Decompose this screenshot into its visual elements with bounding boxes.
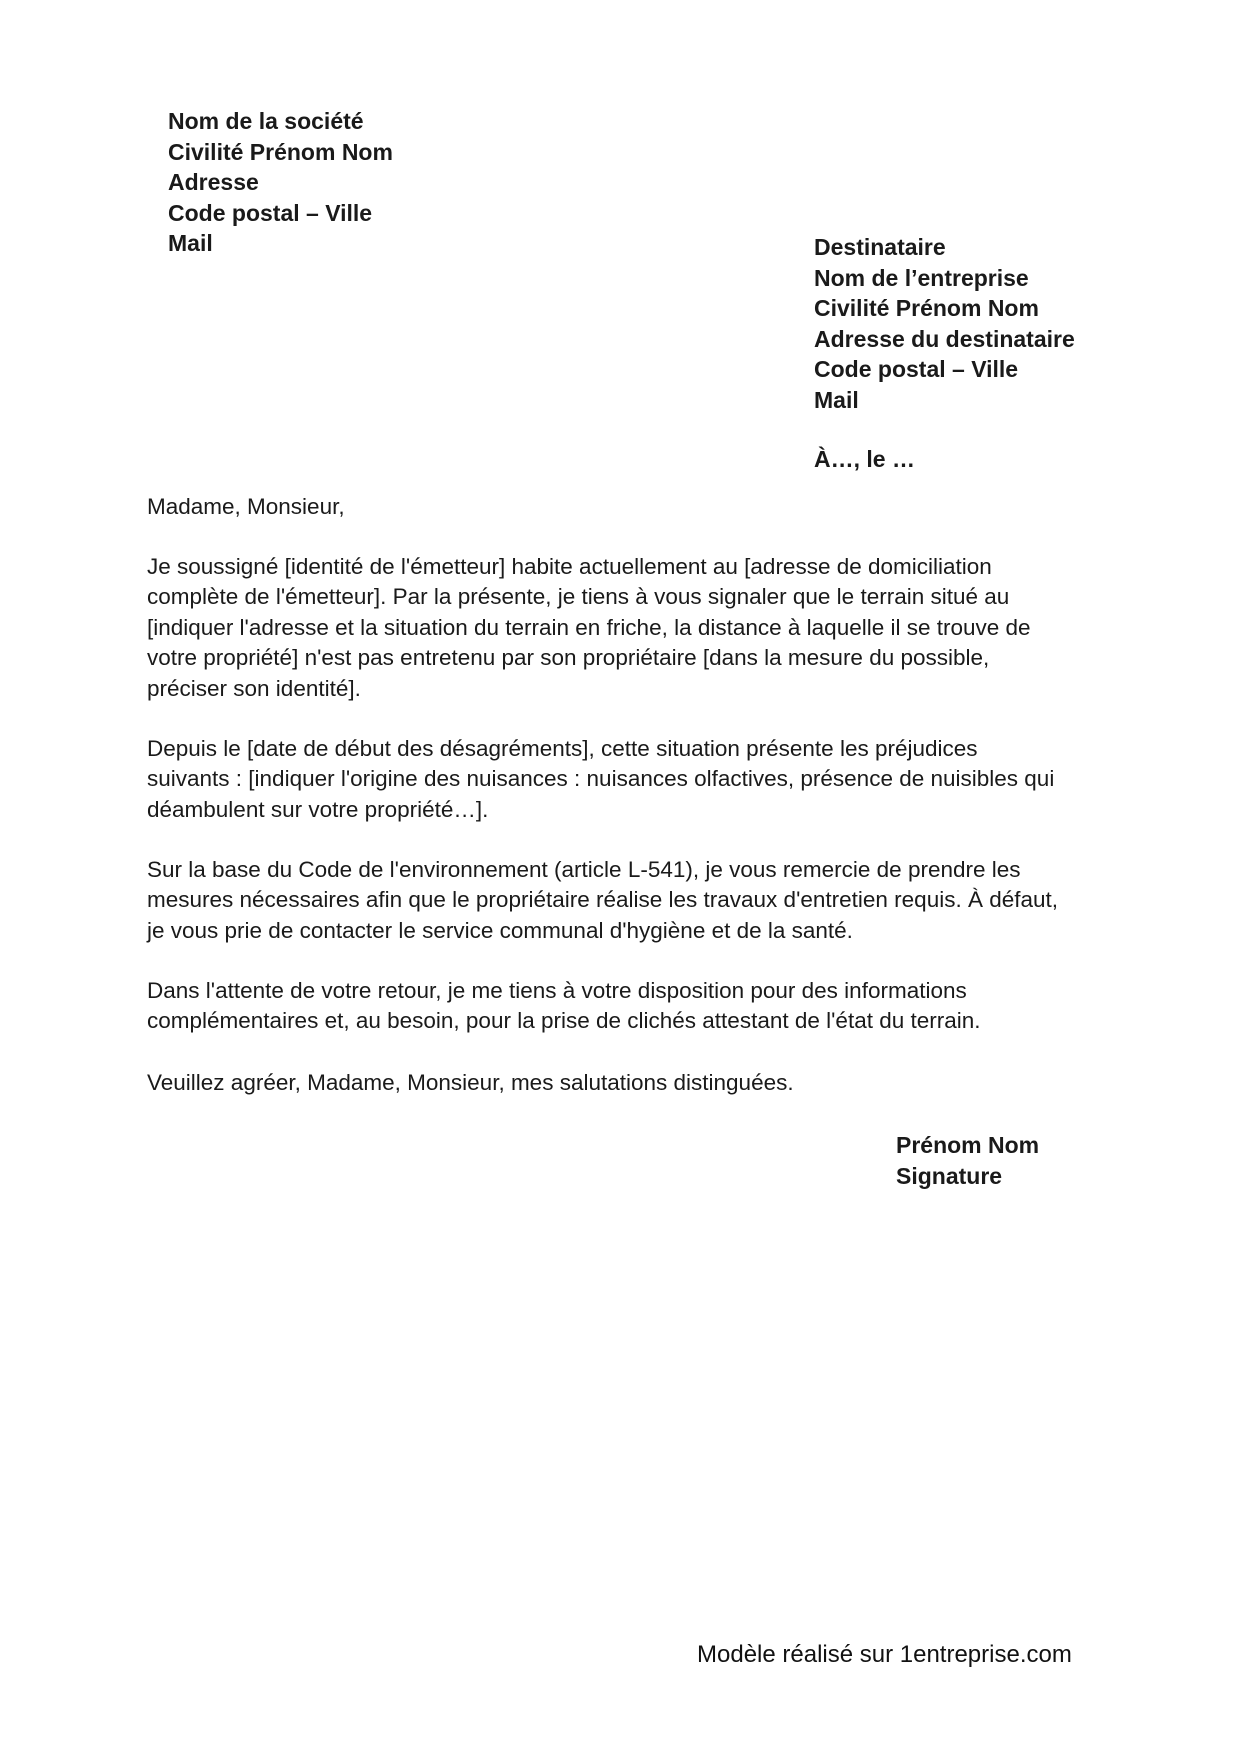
- signature-name: Prénom Nom: [896, 1132, 1040, 1158]
- recipient-mail: Mail: [814, 386, 859, 413]
- place-date-text: À…, le …: [814, 446, 915, 472]
- paragraph-line: complète de l'émetteur]. Par la présente, je tiens à vous signaler que le terrain situé au: [147, 584, 1010, 610]
- recipient-label: Destinataire: [814, 234, 946, 260]
- paragraph-line: Je soussigné [identité de l'émetteur] habite actuellement au [adresse de domiciliation: [147, 554, 992, 579]
- paragraph-line: Dans l'attente de votre retour, je me tiens à votre disposition pour des informations: [147, 978, 967, 1003]
- greeting-text: Madame, Monsieur,: [147, 494, 345, 519]
- paragraph-line: déambulent sur votre propriété…].: [147, 796, 489, 822]
- recipient-company-name: Nom de l’entreprise: [814, 264, 1029, 291]
- paragraph-1: [147, 552, 1097, 704]
- recipient-postal-city: Code postal – Ville: [814, 356, 1019, 383]
- signature-label: Signature: [896, 1162, 1003, 1189]
- recipient-address: Adresse du destinataire: [814, 325, 1075, 352]
- sender-address: Adresse: [168, 169, 259, 196]
- place-date-line: [814, 444, 915, 475]
- recipient-address-block: [814, 232, 1075, 416]
- paragraph-line: votre propriété] n'est pas entretenu par son propriétaire [dans la mesure du possible,: [147, 645, 990, 671]
- paragraph-3: [147, 855, 1097, 946]
- footer-credit: Modèle réalisé sur 1entreprise.com: [697, 1641, 1072, 1668]
- closing-formula: [147, 1068, 1097, 1098]
- closing-text: Veuillez agréer, Madame, Monsieur, mes salutations distinguées.: [147, 1070, 794, 1095]
- recipient-full-name: Civilité Prénom Nom: [814, 295, 1039, 322]
- sender-full-name: Civilité Prénom Nom: [168, 138, 393, 165]
- paragraph-line: Depuis le [date de début des désagréments], cette situation présente les préjudices: [147, 736, 978, 761]
- sender-mail: Mail: [168, 230, 213, 257]
- signature-block: [896, 1130, 1039, 1191]
- paragraph-line: [indiquer l'adresse et la situation du terrain en friche, la distance à laquelle il se trouve de: [147, 614, 1031, 640]
- sender-address-block: [168, 106, 393, 259]
- paragraph-4: [147, 976, 1097, 1037]
- paragraph-line: Sur la base du Code de l'environnement (article L-541), je vous remercie de prendre les: [147, 857, 1021, 882]
- paragraph-line: préciser son identité].: [147, 675, 361, 701]
- paragraph-line: complémentaires et, au besoin, pour la prise de clichés attestant de l'état du terrain.: [147, 1008, 981, 1034]
- paragraph-line: je vous prie de contacter le service communal d'hygiène et de la santé.: [147, 917, 853, 943]
- sender-company-name: Nom de la société: [168, 108, 364, 134]
- greeting: [147, 492, 1097, 522]
- paragraph-line: suivants : [indiquer l'origine des nuisances : nuisances olfactives, présence de nuisibles qui: [147, 766, 1055, 792]
- paragraph-line: mesures nécessaires afin que le propriétaire réalise les travaux d'entretien requis. À défaut,: [147, 887, 1059, 913]
- sender-postal-city: Code postal – Ville: [168, 199, 373, 226]
- paragraph-2: [147, 734, 1097, 825]
